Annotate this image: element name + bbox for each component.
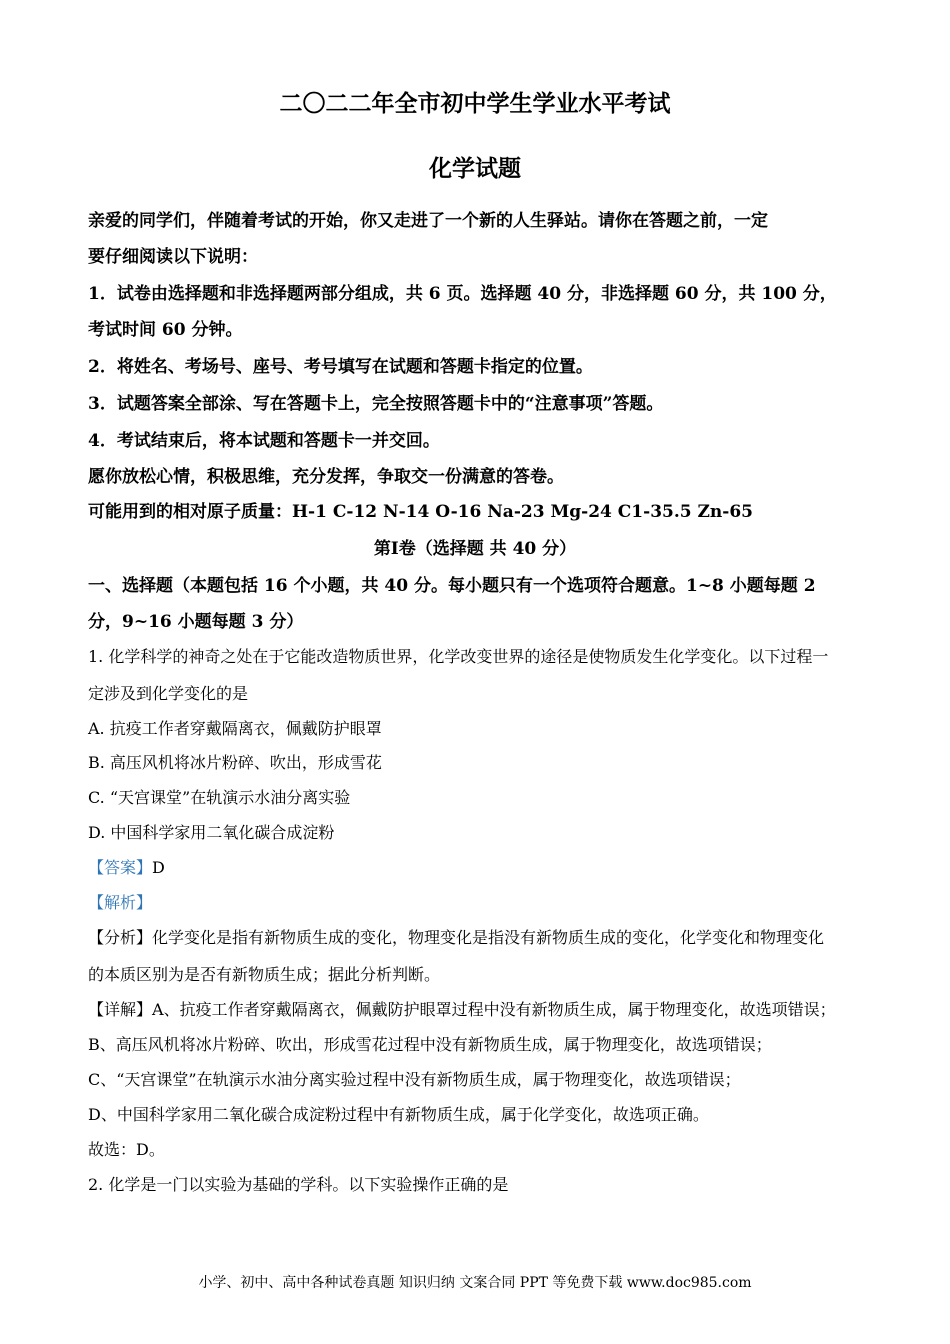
q1-option-a: A. 抗疫工作者穿戴隔离衣，佩戴防护眼罩 — [88, 719, 382, 738]
fenxi-line-b: 的本质区别为是否有新物质生成；据此分析判断。 — [88, 965, 441, 984]
answer-value: D — [152, 858, 165, 877]
fenxi-tag: 【分析】 — [88, 928, 153, 947]
q1-option-d: D. 中国科学家用二氧化碳合成淀粉 — [88, 823, 335, 842]
instruction-4: 4．考试结束后，将本试题和答题卡一并交回。 — [88, 431, 440, 451]
instruction-2: 2．将姓名、考场号、座号、考号填写在试题和答题卡指定的位置。 — [88, 357, 593, 377]
instruction-3: 3．试题答案全部涂、写在答题卡上，完全按照答题卡中的“注意事项”答题。 — [88, 394, 664, 414]
exam-title: 二〇二二年全市初中学生学业水平考试 — [279, 90, 671, 117]
instruction-1a: 1．试卷由选择题和非选择题两部分组成，共 6 页。选择题 40 分，非选择题 60 分，共 100 分， — [88, 284, 837, 304]
fenxi-line-a — [88, 925, 824, 948]
intro-line-1: 亲爱的同学们，伴随着考试的开始，你又走进了一个新的人生驿站。请你在答题之前，一定 — [88, 211, 768, 231]
exam-subtitle: 化学试题 — [429, 155, 521, 182]
q1-option-b: B. 高压风机将冰片粉碎、吹出，形成雪花 — [88, 753, 382, 772]
detail-tag: 【详解】 — [88, 1000, 153, 1019]
detail-line-a — [88, 997, 836, 1020]
atomic-masses: 可能用到的相对原子质量：H-1 C-12 N-14 O-16 Na-23 Mg-24 C1-35.5 Zn-65 — [88, 502, 753, 522]
answer-tag: 【答案】 — [88, 858, 153, 877]
section-heading: 第Ⅰ卷（选择题 共 40 分） — [373, 539, 577, 559]
q1-option-c: C. “天宫课堂”在轨演示水油分离实验 — [88, 788, 351, 807]
conclusion-line: 故选：D。 — [88, 1140, 165, 1159]
q1-answer-line — [88, 855, 165, 878]
section-instructions-b: 分，9~16 小题每题 3 分） — [88, 612, 304, 632]
section-instructions-a: 一、选择题（本题包括 16 个小题，共 40 分。每小题只有一个选项符合题意。1~8 小题每题 2 — [88, 576, 816, 596]
q1-stem-b: 定涉及到化学变化的是 — [88, 684, 249, 703]
q1-stem-a: 1. 化学科学的神奇之处在于它能改造物质世界，化学改变世界的途径是使物质发生化学变化。以下过程一 — [88, 647, 829, 666]
detail-line-d: D、中国科学家用二氧化碳合成淀粉过程中有新物质生成，属于化学变化，故选项正确。 — [88, 1105, 709, 1124]
detail-line-b: B、高压风机将冰片粉碎、吹出，形成雪花过程中没有新物质生成，属于物理变化，故选项错误； — [88, 1035, 772, 1054]
page-footer: 小学、初中、高中各种试卷真题 知识归纳 文案合同 PPT 等免费下载 www.doc985.com — [198, 1275, 752, 1291]
detail-text-a: A、抗疫工作者穿戴隔离衣，佩戴防护眼罩过程中没有新物质生成，属于物理变化，故选项错误； — [152, 1000, 836, 1019]
fenxi-text-a: 化学变化是指有新物质生成的变化，物理变化是指没有新物质生成的变化，化学变化和物理变化 — [152, 928, 825, 947]
detail-line-c: C、“天宫课堂”在轨演示水油分离实验过程中没有新物质生成，属于物理变化，故选项错误； — [88, 1070, 741, 1089]
analysis-tag: 【解析】 — [88, 893, 153, 912]
intro-line-2: 要仔细阅读以下说明： — [88, 247, 258, 267]
wish-line: 愿你放松心情，积极思维，充分发挥，争取交一份满意的答卷。 — [88, 467, 564, 487]
q2-stem: 2. 化学是一门以实验为基础的学科。以下实验操作正确的是 — [88, 1175, 509, 1194]
instruction-1b: 考试时间 60 分钟。 — [88, 320, 243, 340]
